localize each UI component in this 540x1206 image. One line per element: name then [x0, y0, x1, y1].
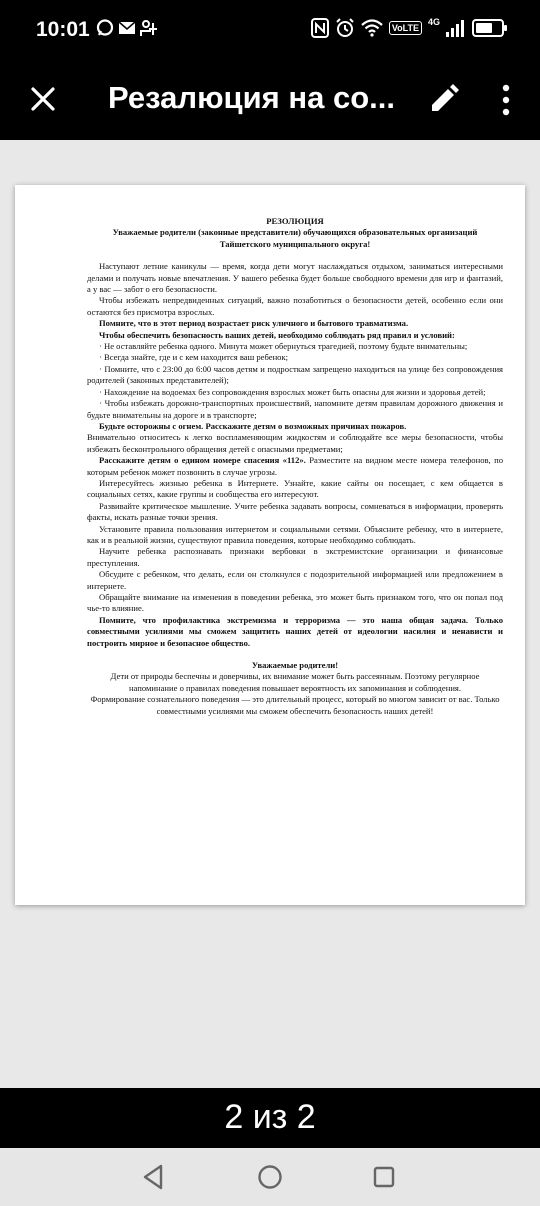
status-bar [0, 0, 540, 62]
more-options-icon[interactable] [496, 82, 516, 118]
navigation-bar [0, 1148, 540, 1206]
doc-paragraph: · Всегда знайте, где и с кем находится ваш ребенок; [99, 352, 289, 363]
doc-paragraph: Установите правила пользования интернетом и социальными сетями. Объясните ребенку, что в интернете, как и в реальной жизни, существуют правила поведения, которые необходимо соблюдать. [87, 523, 503, 545]
doc-paragraph: Помните, что профилактика экстремизма и терроризма — это наша общая задача. Только совместными усилиями мы сможем защитить наших детей от идеологии насилия и ненависти и построить мирное и безопасное общество. [87, 614, 503, 648]
signal-icon [446, 19, 466, 37]
wifi-icon [361, 19, 383, 37]
doc-closing-paragraph: Формирование сознательного поведения — это длительный процесс, который во многом зависит от вас. Только совместными усилиями мы сможем обеспечить безопасность наших детей! [90, 694, 500, 716]
close-icon[interactable] [28, 84, 58, 114]
document-viewer[interactable] [0, 140, 540, 1088]
doc-subtitle: Уважаемые родители (законные представители) обучающихся образовательных организаций Тайшетского муниципального округа! [112, 227, 478, 249]
notification-icons [96, 19, 158, 37]
doc-paragraph: Обращайте внимание на изменения в поведении ребенка, это может быть признаком того, что он попал под чье-то влияние. [87, 592, 503, 614]
system-icons [311, 18, 504, 38]
doc-paragraph: · Не оставляйте ребенка одного. Минута может обернуться трагедией, поэтому будьте внимательны; [99, 341, 468, 352]
doc-paragraph: · Нахождение на водоемах без сопровождения взрослых может быть опасны для жизни и здоровья детей; [99, 386, 486, 397]
edit-icon[interactable] [428, 83, 460, 115]
mail-icon [118, 19, 136, 37]
doc-paragraph: Разместите на видном месте номера телефонов, по которым ребенок может позвонить в случае угрозы. [87, 455, 504, 477]
nfc-icon [311, 18, 329, 38]
doc-paragraph: · Помните, что с 23:00 до 6:00 часов детям и подросткам запрещено находиться на улице без сопровождения родителей (законных представителей); [87, 363, 503, 386]
document-page [15, 185, 525, 905]
page-indicator: 2 из 2 [224, 1098, 316, 1136]
alarm-icon [335, 18, 355, 38]
document-content [87, 216, 503, 717]
doc-closing-heading: Уважаемые родители! [251, 660, 339, 671]
volte-badge: VoLTE [389, 21, 422, 35]
home-icon[interactable] [255, 1162, 285, 1192]
doc-paragraph: Будьте осторожны с огнем. Расскажите детям о возможных причинах пожаров. [99, 420, 407, 431]
status-time: 10:01 [36, 18, 90, 41]
recents-icon[interactable] [369, 1162, 399, 1192]
back-icon[interactable] [139, 1162, 169, 1192]
doc-paragraph: Помните, что в этот период возрастает риск уличного и бытового травматизма. [99, 318, 409, 329]
doc-title: РЕЗОЛЮЦИЯ [266, 216, 324, 226]
document-title: Резалюция на со... [108, 80, 395, 115]
app-bar [0, 62, 540, 140]
chat-icon [96, 19, 114, 37]
doc-paragraph: Чтобы избежать непредвиденных ситуаций, важно позаботиться о безопасности детей, особенно если они остаются без присмотра взрослых. [87, 295, 503, 317]
page-footer [0, 1088, 540, 1148]
doc-paragraph: Внимательно относитесь к легко воспламеняющим жидкостям и соблюдайте все меры безопасности, чтобы избежать бесконтрольного обращения детей с опасными предметами; [87, 432, 503, 454]
doc-paragraph: Обсудите с ребенком, что делать, если он столкнулся с подозрительной информацией или предложением в интернете. [87, 569, 503, 591]
doc-paragraph: Чтобы обеспечить безопасность ваших детей, необходимо соблюдать ряд правил и условий: [99, 329, 455, 340]
network-type: 4G [427, 17, 440, 27]
doc-paragraph: Наступают летние каникулы — время, когда дети могут наслаждаться отдыхом, заниматься интересными делами и получать новые впечатления. У вашего ребенка будет больше свободного времени для игр и фантазий, а у вас — забот о его безопасности. [87, 261, 503, 295]
doc-paragraph: · Чтобы избежать дорожно-транспортных происшествий, напомните детям правилам дорожного движения и будьте внимательны на дороге и в транспорте; [87, 398, 503, 420]
doc-closing-paragraph: Дети от природы беспечны и доверчивы, их внимание может быть рассеянным. Поэтому регулярное напоминание о правилах поведения повышает вероятность их запоминания и соблюдения. [110, 671, 480, 693]
doc-paragraph: Научите ребенка распознавать признаки вербовки в экстремистские организации и финансовые преступления. [87, 546, 503, 568]
doc-paragraph: Развивайте критическое мышление. Учите ребенка задавать вопросы, сомневаться в информации, проверять факты, искать разные точки зрения. [87, 500, 503, 523]
doc-paragraph: Интересуйтесь жизнью ребенка в Интернете. Узнайте, какие сайты он посещает, с кем общается в социальных сетях, какие группы и сообщества его интересуют. [87, 477, 503, 500]
battery-icon [472, 19, 504, 37]
contacts-icon [140, 19, 158, 37]
doc-paragraph: Расскажите детям о едином номере спасения «112». [99, 455, 306, 466]
